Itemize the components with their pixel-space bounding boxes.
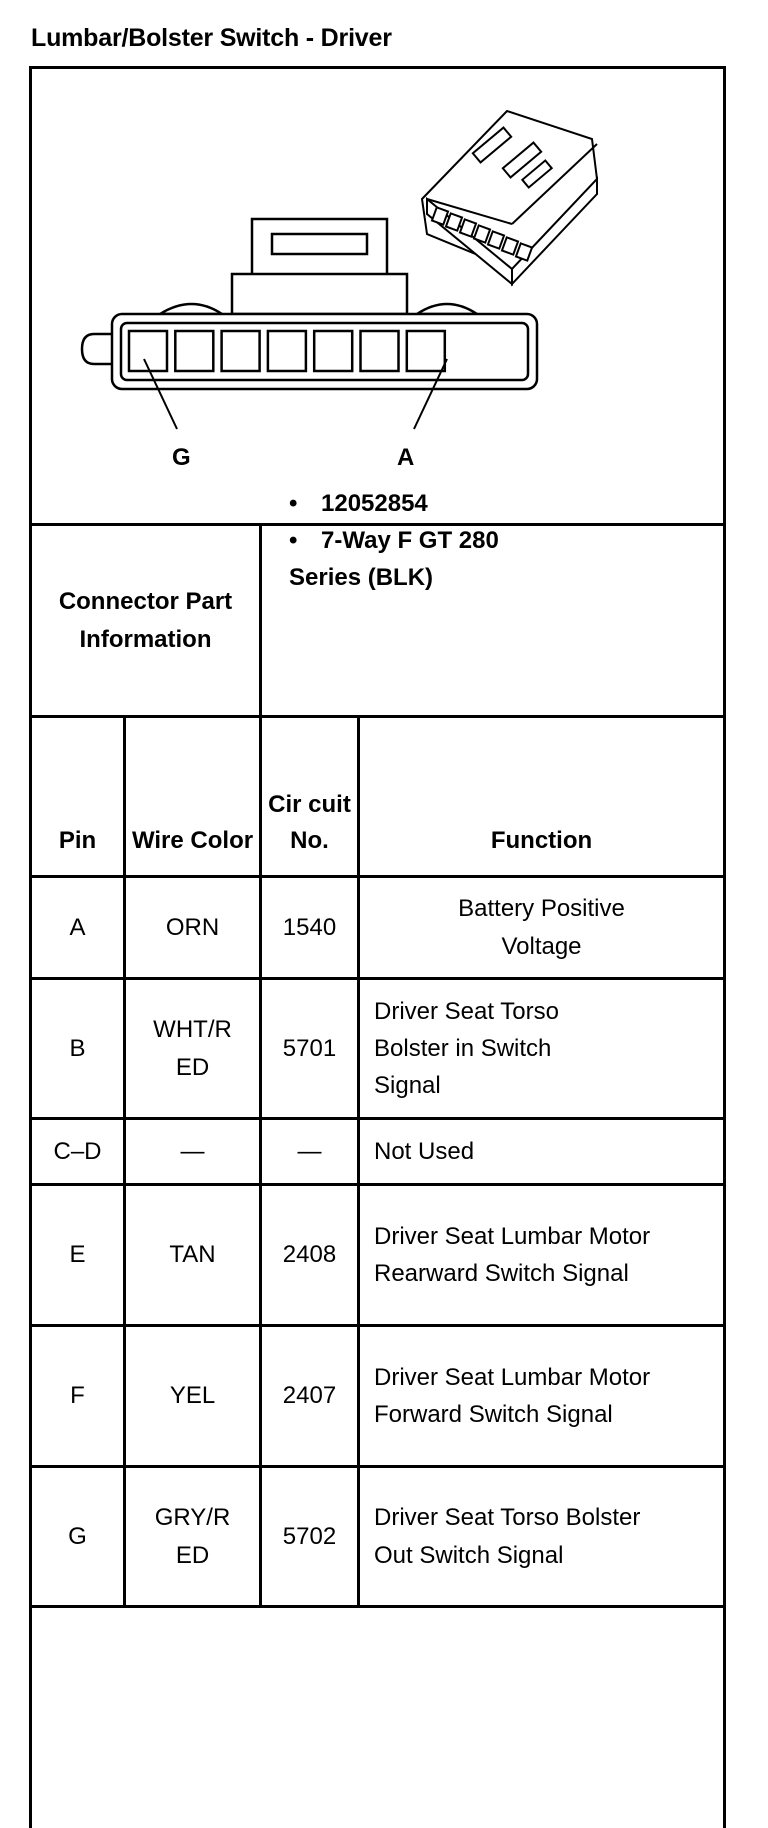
- row-g-circuit: 5702: [282, 1522, 337, 1550]
- connector-diagram: [32, 69, 723, 519]
- pin-cavity: [268, 331, 306, 371]
- rule-row-g: [32, 1605, 723, 1608]
- row-cd-pin: C–D: [53, 1137, 102, 1165]
- row-a-function: Battery Positive Voltage: [458, 895, 625, 960]
- row-e-pin: E: [69, 1241, 86, 1269]
- row-b-wire: WHT/R ED: [153, 1016, 232, 1081]
- page-title: Lumbar/Bolster Switch - Driver: [31, 24, 392, 52]
- header-wire-color: Wire Color: [131, 827, 254, 854]
- row-a-circuit: 1540: [282, 913, 337, 941]
- pin-cavity: [407, 331, 445, 371]
- connector-info-details: [289, 485, 689, 597]
- row-e-wire: TAN: [169, 1241, 216, 1269]
- row-a-wire: ORN: [165, 913, 220, 941]
- row-e-circuit: 2408: [282, 1241, 337, 1269]
- row-g-wire: GRY/R ED: [154, 1504, 231, 1569]
- row-f-pin: F: [70, 1382, 85, 1410]
- row-e-function: Driver Seat Lumbar Motor Rearward Switch Signal: [374, 1222, 651, 1287]
- pin-cavities: [129, 331, 445, 371]
- row-b-circuit: 5701: [282, 1034, 337, 1062]
- pin-label-a: A: [397, 444, 415, 471]
- connector-info-continuation: Series (BLK): [289, 564, 434, 592]
- pin-cavity: [129, 331, 167, 371]
- connector-3d-icon: [422, 111, 597, 284]
- pin-label-g: G: [172, 444, 191, 471]
- pin-cavity: [222, 331, 260, 371]
- connector-info-item: • 12052854: [289, 490, 428, 517]
- header-circuit-no: Cir cuit No.: [268, 791, 351, 854]
- connector-info-item: • 7-Way F GT 280: [289, 527, 499, 555]
- row-g-pin: G: [68, 1522, 87, 1550]
- pin-cavity: [175, 331, 213, 371]
- row-cd-wire: —: [180, 1137, 205, 1165]
- row-cd-function: Not Used: [374, 1137, 475, 1165]
- header-pin: Pin: [58, 827, 97, 854]
- row-f-circuit: 2407: [282, 1382, 337, 1410]
- row-g-function: Driver Seat Torso Bolster Out Switch Signal: [374, 1504, 641, 1569]
- row-f-function: Driver Seat Lumbar Motor Forward Switch Signal: [374, 1363, 651, 1428]
- header-function: Function: [490, 827, 593, 854]
- row-b-function: Driver Seat Torso Bolster in Switch Signal: [374, 997, 559, 1100]
- row-f-wire: YEL: [169, 1382, 216, 1410]
- pin-cavity: [314, 331, 352, 371]
- row-b-pin: B: [69, 1034, 86, 1062]
- row-cd-circuit: —: [297, 1137, 322, 1165]
- connector-info-label: Connector Part Information: [58, 588, 233, 653]
- row-a-pin: A: [69, 913, 86, 941]
- pin-cavity: [361, 331, 399, 371]
- connector-sheet: [29, 66, 726, 1828]
